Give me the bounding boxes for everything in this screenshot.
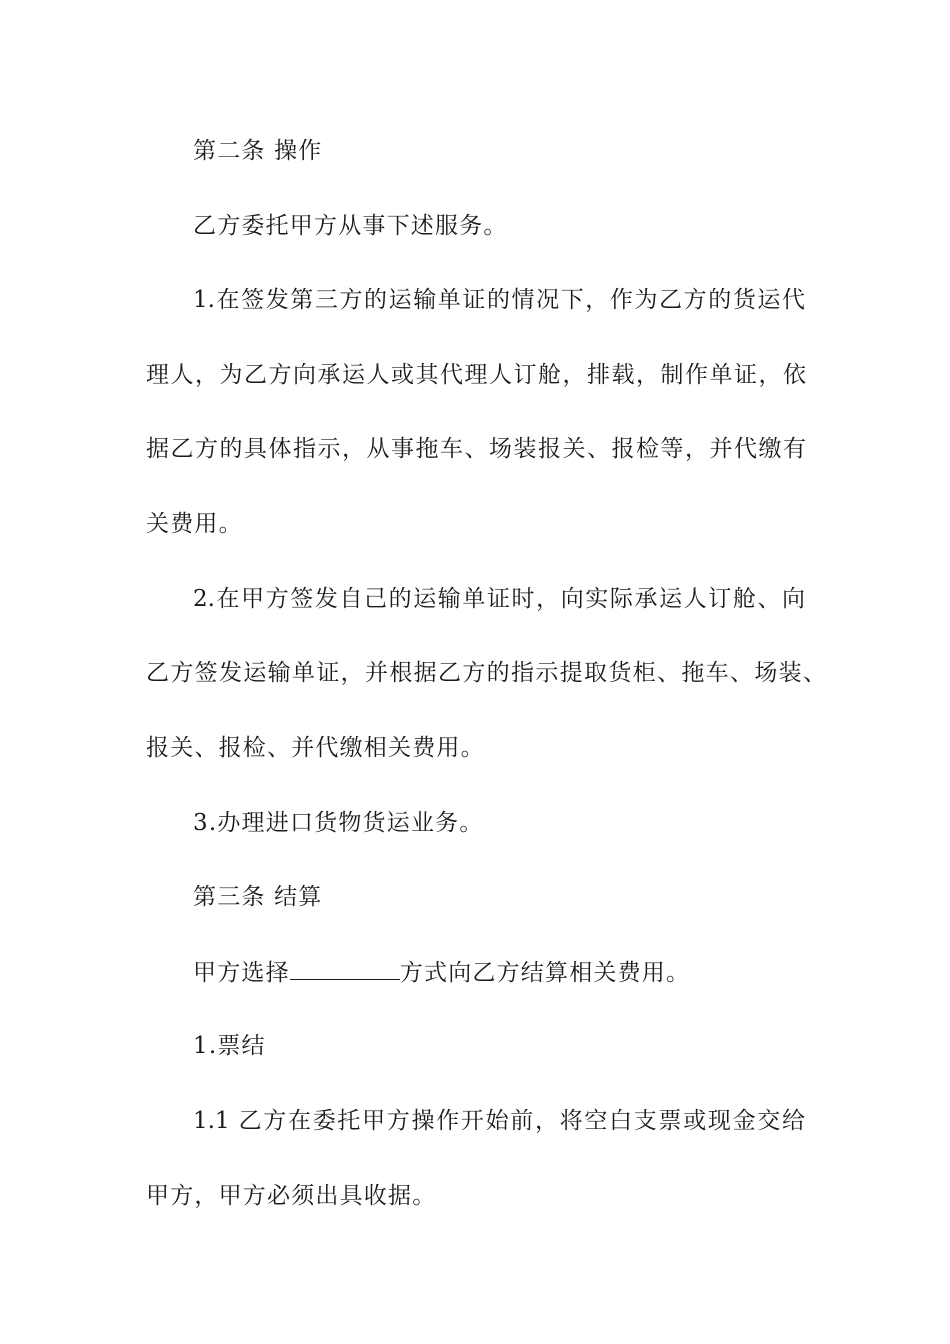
paragraph-line: 3.办理进口货物货运业务。 (193, 810, 484, 836)
paragraph-line: 报关、报检、并代缴相关费用。 (146, 735, 485, 761)
paragraph-line: 1.票结 (193, 1033, 266, 1059)
paragraph-text-before-blank: 甲方选择 (193, 960, 290, 986)
paragraph-text-after-blank: 方式向乙方结算相关费用。 (399, 960, 691, 986)
paragraph-line-with-blank (193, 957, 690, 988)
section-heading-article-3: 第三条 结算 (193, 884, 323, 910)
paragraph-line: 关费用。 (146, 511, 243, 537)
paragraph-line: 乙方委托甲方从事下述服务。 (193, 213, 508, 239)
paragraph-line: 1.1 乙方在委托甲方操作开始前，将空白支票或现金交给 (193, 1108, 805, 1134)
section-heading-article-2: 第二条 操作 (193, 138, 323, 164)
fill-in-blank (290, 957, 400, 980)
paragraph-line: 2.在甲方签发自己的运输单证时，向实际承运人订舱、向 (193, 586, 805, 612)
paragraph-line: 1.在签发第三方的运输单证的情况下，作为乙方的货运代 (193, 287, 805, 313)
paragraph-line: 理人，为乙方向承运人或其代理人订舱，排载，制作单证，依 (146, 362, 806, 388)
paragraph-line: 乙方签发运输单证，并根据乙方的指示提取货柜、拖车、场装、 (146, 660, 826, 686)
paragraph-line: 甲方，甲方必须出具收据。 (146, 1183, 437, 1209)
paragraph-line: 据乙方的具体指示，从事拖车、场装报关、报检等，并代缴有 (146, 436, 806, 462)
